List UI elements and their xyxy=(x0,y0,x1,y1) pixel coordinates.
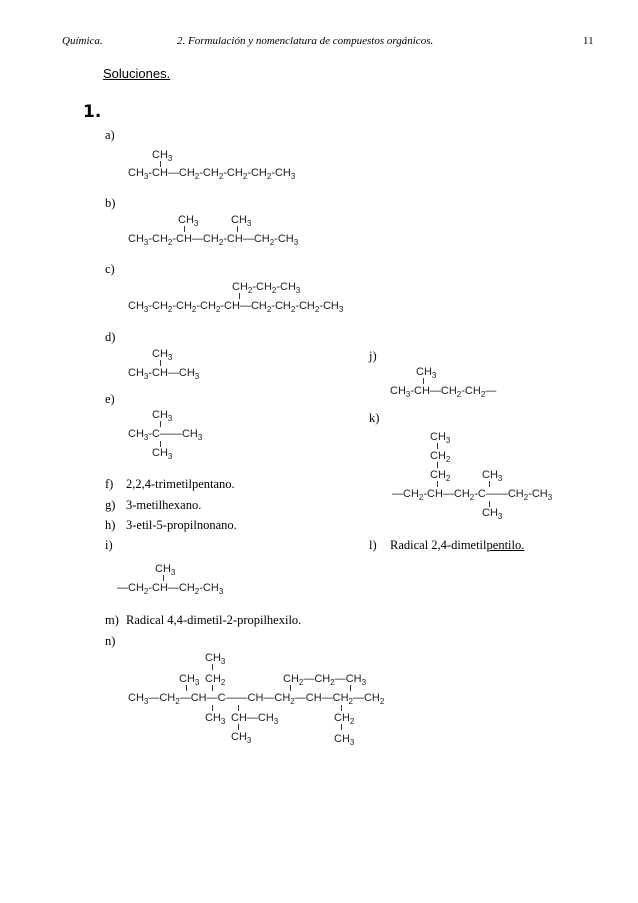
item-f-text: 2,2,4-trimetilpentano. xyxy=(126,477,235,491)
item-j-chain: $CH_3-CH—CH_2-CH_2—$ xyxy=(390,385,497,400)
item-e-label: e) xyxy=(105,392,115,406)
item-a-chain: $CH_3-CH—CH_2-CH_2-CH_2-CH_2-CH_3$ xyxy=(128,167,296,182)
item-n-ch3-bottom: $CH_3$ xyxy=(205,712,226,727)
item-e-chain: $CH_3-C——CH_3$ xyxy=(128,428,203,443)
item-l-text-underlined: pentilo. xyxy=(486,538,525,552)
item-a-substituent: $CH_3$ xyxy=(152,149,173,164)
item-n-bond-b xyxy=(212,685,213,691)
item-d-substituent: $CH_3$ xyxy=(152,348,173,363)
item-d-label: d) xyxy=(105,330,116,344)
item-n-ch3-bottom-2: $CH_3$ xyxy=(231,731,252,746)
item-h-label: h) xyxy=(105,518,116,532)
item-d-bond xyxy=(160,360,161,366)
item-k-bond-1 xyxy=(437,443,438,449)
item-n-bond-d xyxy=(350,685,351,691)
item-n-label: n) xyxy=(105,634,116,648)
item-i-bond xyxy=(163,575,164,581)
item-k-ch3-bottom: $CH_3$ xyxy=(482,507,503,522)
item-b-chain: $CH_3-CH_2-CH—CH_2-CH—CH_2-CH_3$ xyxy=(128,233,299,248)
item-h-text: 3-etil-5-propilnonano. xyxy=(126,518,237,532)
item-g-text: 3-metilhexano. xyxy=(126,498,202,512)
item-n-isopropyl: $CH—CH_3$ xyxy=(231,712,279,727)
item-n-propyl-branch: $CH_2—CH_2—CH_3$ xyxy=(283,673,367,688)
item-n-ch2-top: $CH_2$ xyxy=(205,673,226,688)
item-n-bond-g xyxy=(341,705,342,711)
item-b-substituent-1: $CH_3$ xyxy=(178,214,199,229)
item-a-label: a) xyxy=(105,128,115,142)
item-j-label: j) xyxy=(369,349,377,363)
item-b-bond-2 xyxy=(237,226,238,232)
exercise-number: 1. xyxy=(83,102,102,122)
item-k-chain: $—CH_2-CH—CH_2-C——CH_2-CH_3$ xyxy=(392,488,553,503)
item-l-text-prefix: Radical 2,4-dimetil xyxy=(390,538,487,552)
item-i-label: i) xyxy=(105,538,113,552)
item-n-bond-f xyxy=(238,705,239,711)
item-n-bond-e xyxy=(212,705,213,711)
item-b-bond-1 xyxy=(184,226,185,232)
item-k-ch3-top: $CH_3$ xyxy=(430,431,451,446)
item-m-text: Radical 4,4-dimetil-2-propilhexilo. xyxy=(126,613,302,627)
item-d-chain: $CH_3-CH—CH_3$ xyxy=(128,367,200,382)
item-e-substituent-bottom: $CH_3$ xyxy=(152,447,173,462)
item-b-substituent-2: $CH_3$ xyxy=(231,214,252,229)
item-j-substituent: $CH_3$ xyxy=(416,366,437,381)
item-c-label: c) xyxy=(105,262,115,276)
item-c-bond xyxy=(239,293,240,299)
item-k-bond-3 xyxy=(437,481,438,487)
item-e-substituent-top: $CH_3$ xyxy=(152,409,173,424)
item-m-label: m) xyxy=(105,613,119,627)
item-i-substituent: $CH_3$ xyxy=(155,563,176,578)
item-e-bond-top xyxy=(160,421,161,427)
item-l-text xyxy=(390,538,524,553)
item-b-label: b) xyxy=(105,196,116,210)
item-n-chain: $CH_3—CH_2—CH—C——CH—CH_2—CH—CH_2—CH_2$ xyxy=(128,692,385,707)
item-n-top-ch3: $CH_3$ xyxy=(205,652,226,667)
header-chapter: 2. Formulación y nomenclatura de compuestos orgánicos. xyxy=(177,35,434,47)
item-n-bond-h xyxy=(238,724,239,730)
item-c-chain: $CH_3-CH_2-CH_2-CH_2-CH—CH_2-CH_2-CH_2-CH_3$ xyxy=(128,300,344,315)
item-c-substituent: $CH_2-CH_2-CH_3$ xyxy=(232,281,301,296)
item-l-label: l) xyxy=(369,538,377,552)
item-k-ch2-2: $CH_2$ xyxy=(430,469,451,484)
item-n-ch3-left: $CH_3$ xyxy=(179,673,200,688)
item-k-bond-4 xyxy=(489,481,490,487)
section-title: Soluciones. xyxy=(103,66,171,81)
item-n-ch2-right: $CH_2$ xyxy=(334,712,355,727)
item-k-ch3-right: $CH_3$ xyxy=(482,469,503,484)
item-k-label: k) xyxy=(369,411,380,425)
item-n-bond-c xyxy=(290,685,291,691)
item-j-bond xyxy=(423,378,424,384)
item-n-bond-top xyxy=(212,664,213,670)
item-k-ch2-1: $CH_2$ xyxy=(430,450,451,465)
item-n-bond-i xyxy=(341,724,342,730)
page-number: 11 xyxy=(583,35,594,47)
item-n-bond-a xyxy=(186,685,187,691)
item-g-label: g) xyxy=(105,498,116,512)
header-subject: Química. xyxy=(62,35,103,47)
item-f-label: f) xyxy=(105,477,114,491)
item-n-ch3-right: $CH_3$ xyxy=(334,733,355,748)
item-k-bond-2 xyxy=(437,462,438,468)
item-i-chain: $—CH_2-CH—CH_2-CH_3$ xyxy=(117,582,224,597)
